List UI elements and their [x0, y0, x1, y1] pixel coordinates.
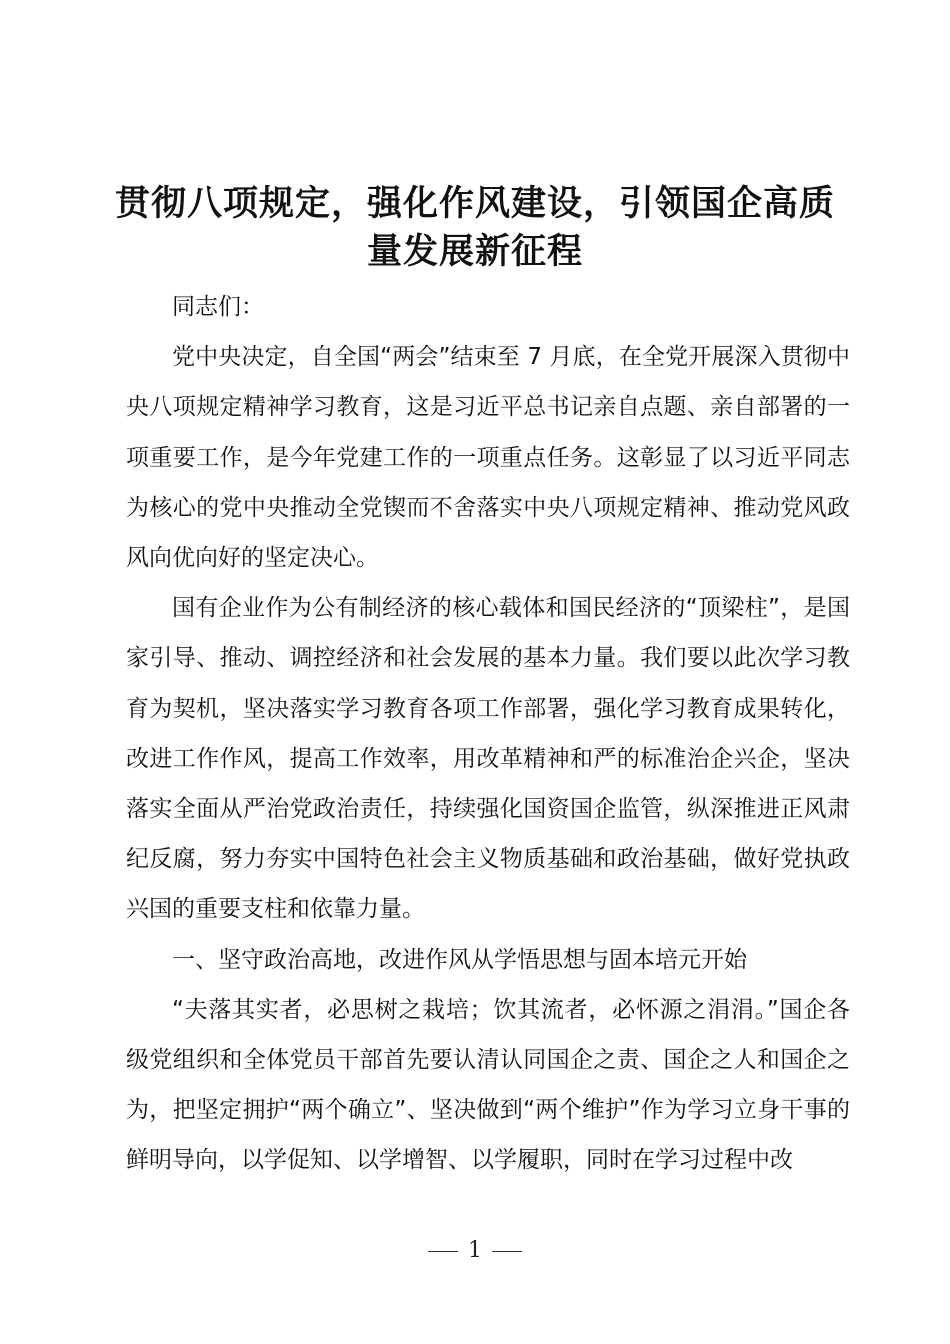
paragraph-1: 党中央决定，自全国“两会”结束至 7 月底，在全党开展深入贯彻中央八项规定精神学习教育，这是习近平总书记亲自点题、亲自部署的一项重要工作，是今年党建工作的一项重点任务。这彰显了以习近平同志为核心的党中央推动全党锲而不舍落实中央八项规定精神、推动党风政风向优向好的坚定决心。 — [126, 344, 850, 572]
title-line-1: 贯彻八项规定，强化作风建设，引领国企高质 — [114, 184, 835, 224]
paragraph-2: 国有企业作为公有制经济的核心载体和国民经济的“顶梁柱”，是国家引导、推动、调控经济和社会发展的基本力量。我们要以此次学习教育为契机，坚决落实学习教育各项工作部署，强化学习教育成果转化，改进工作作风，提高工作效率，用改革精神和严的标准治企兴企，坚决落实全面从严治党政治责任，持续强化国资国企监管，纵深推进正风肃纪反腐，努力夯实中国特色社会主义物质基础和政治基础，做好党执政兴国的重要支柱和依靠力量。 — [126, 595, 850, 923]
section-heading: 一、坚守政治高地，改进作风从学悟思想与固本培元开始 — [172, 946, 747, 973]
footer-dash-left — [428, 1251, 458, 1252]
title-line-2: 量发展新征程 — [366, 232, 583, 272]
paragraph-3: “夫落其实者，必思树之栽培；饮其流者，必怀源之涓涓。”国企各级党组织和全体党员干部首先要认清认同国企之责、国企之人和国企之为，把坚定拥护“两个确立”、坚决做到“两个维护”作为学习立身干事的鲜明导向，以学促知、以学增智、以学履职，同时在学习过程中改 — [126, 996, 850, 1174]
page-footer — [0, 1238, 950, 1263]
document-title — [110, 180, 840, 276]
salutation: 同志们： — [172, 294, 264, 320]
document-body — [126, 282, 850, 1186]
footer-dash-right — [492, 1251, 522, 1252]
page-number: 1 — [468, 1238, 482, 1263]
